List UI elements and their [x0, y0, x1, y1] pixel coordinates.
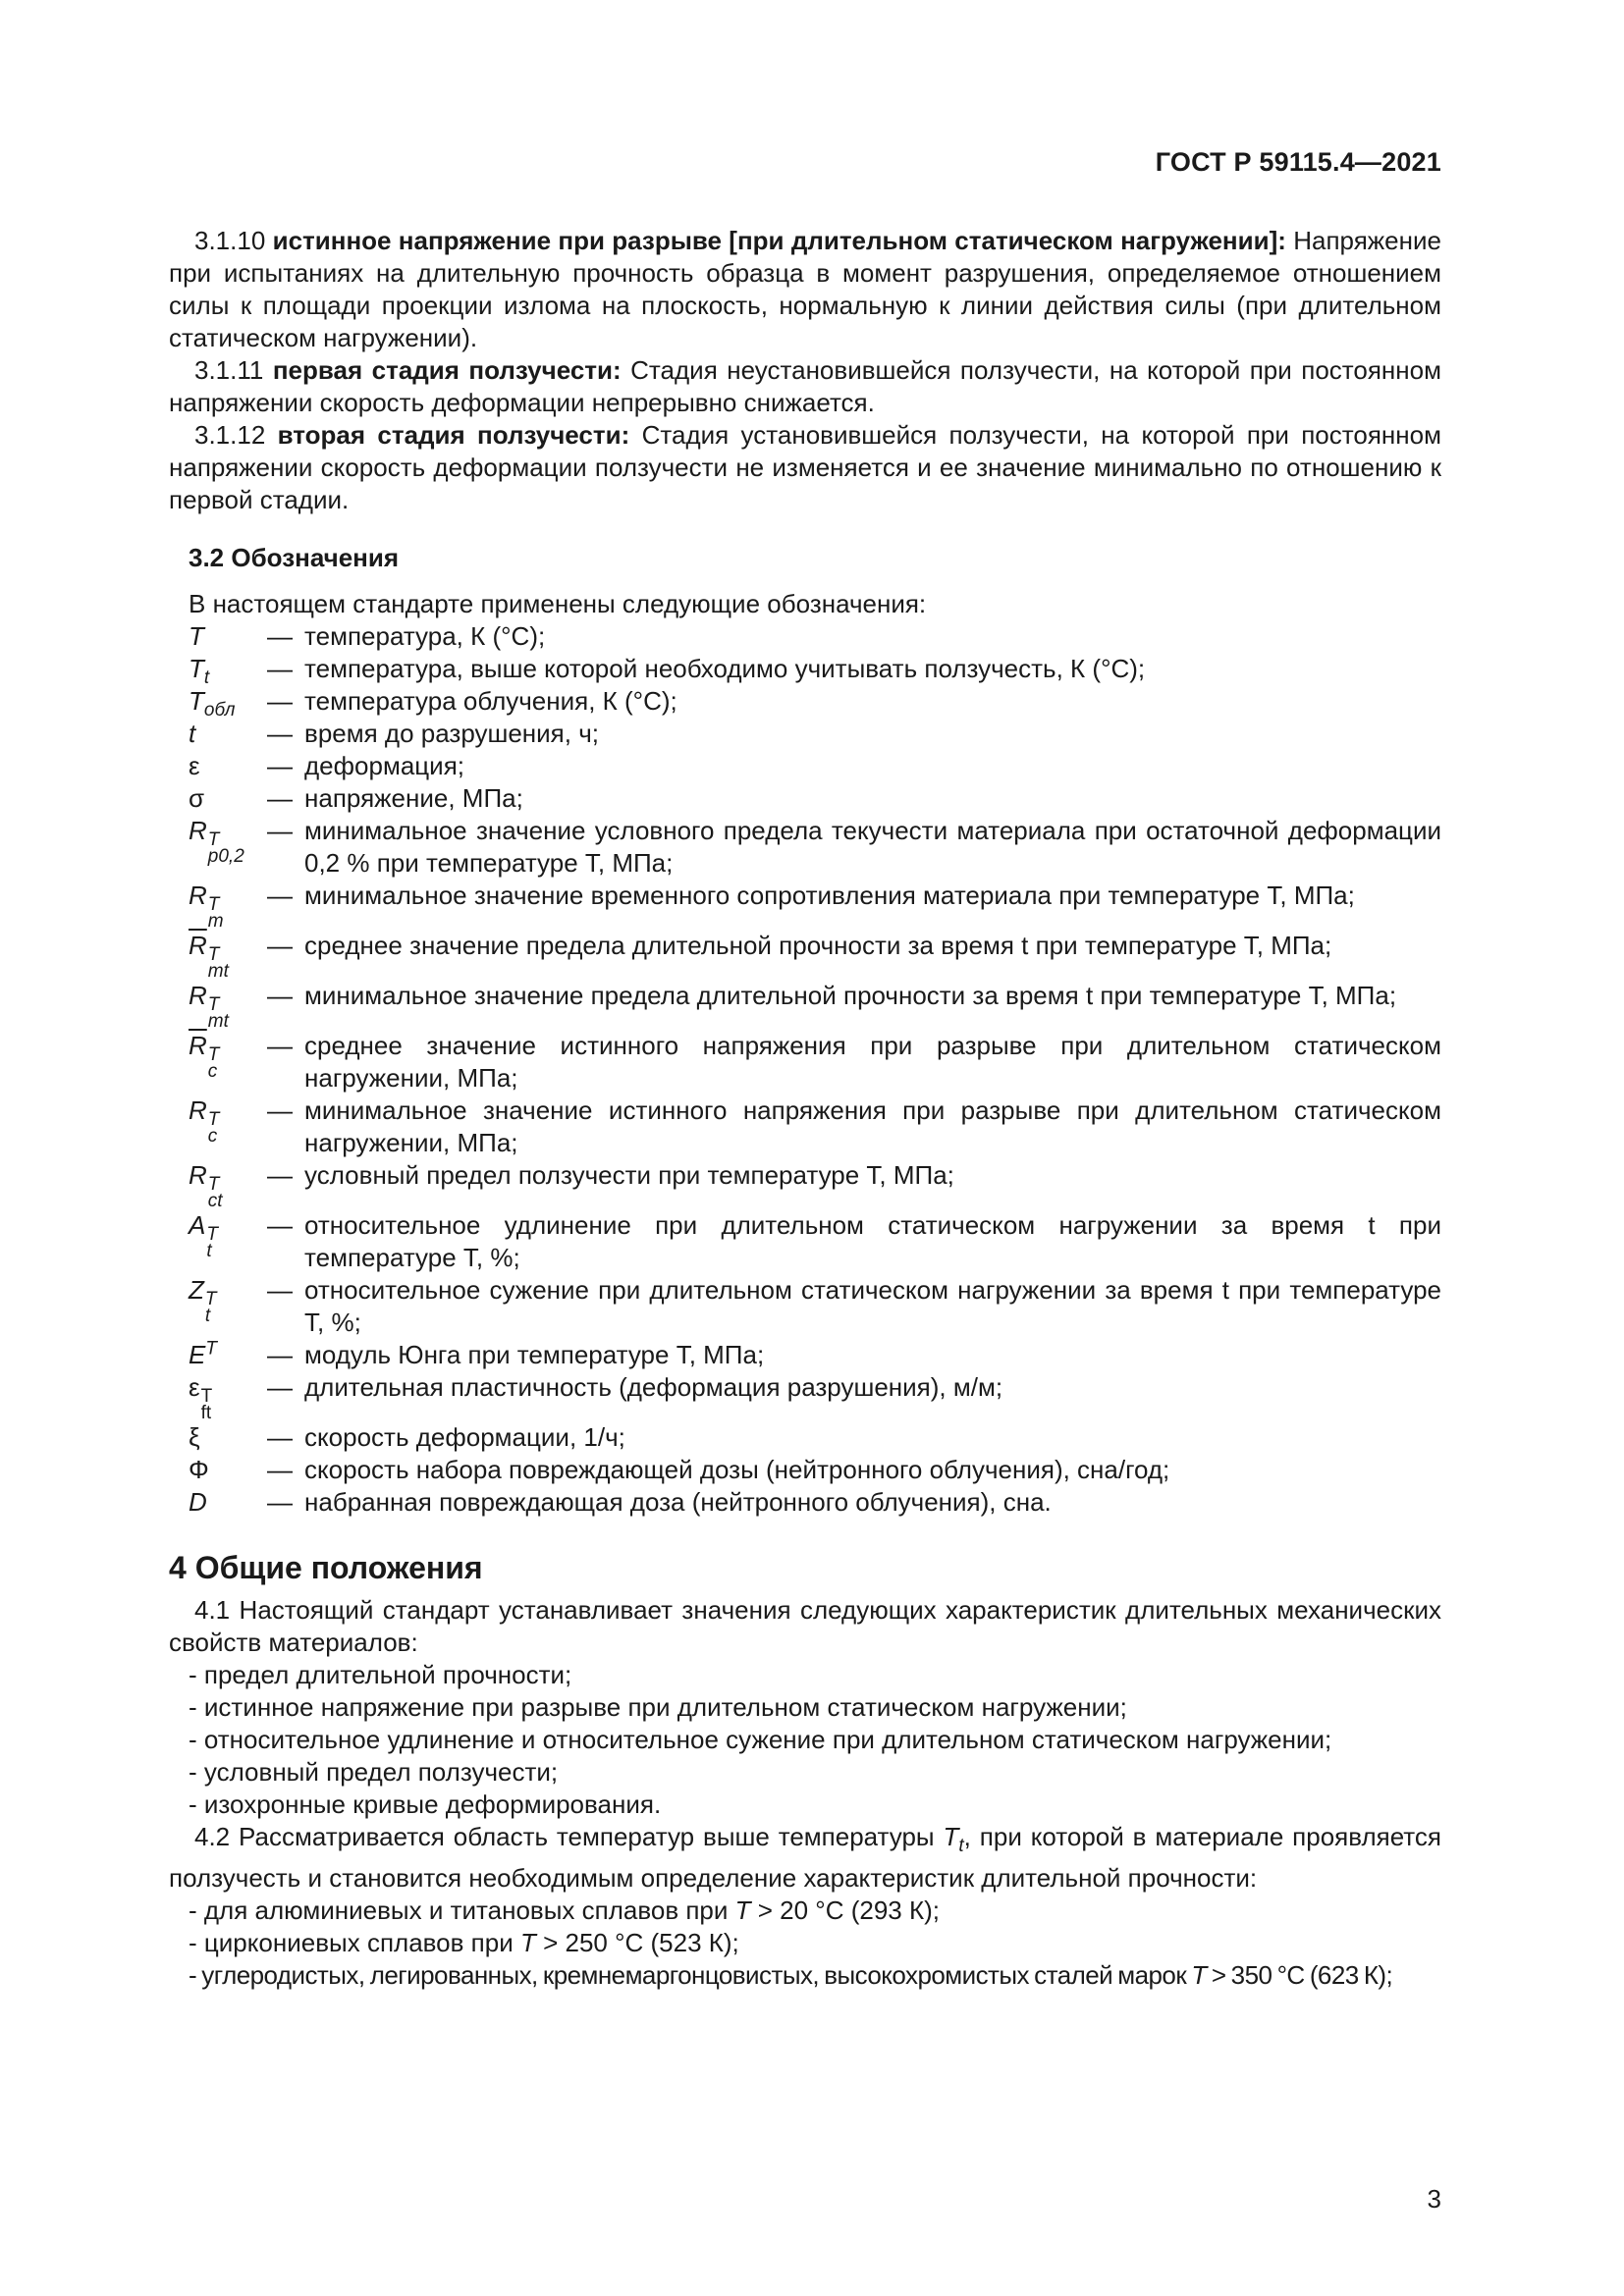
symbol-notation: Z T t — [189, 1275, 217, 1326]
symbol-description: минимальное значение временного сопротивления материала при температуре T, МПа; — [304, 881, 1355, 910]
symbol-notation: R T c — [189, 1095, 220, 1147]
em-dash: — — [267, 931, 293, 960]
term-definition: Стадия установившейся ползучести, на которой при постоянном напряжении скорость деформации ползучести не изменяется и ее значение минимально по отношению к первой стадии. — [169, 420, 1441, 514]
symbol-notation: t — [189, 719, 196, 748]
symbol-notation: ξ — [189, 1422, 200, 1452]
em-dash: — — [267, 881, 293, 910]
page-number: 3 — [1427, 2184, 1441, 2214]
symbol-description: модуль Юнга при температуре T, МПа; — [304, 1340, 765, 1369]
symbol-row — [169, 1209, 1441, 1274]
symbol-row — [169, 1095, 1441, 1159]
term-definition: Напряжение при испытаниях на длительную прочность образца в момент разрушения, определяемое отношением силы к площади проекции излома на плоскость, нормальную к линии действия силы (при длительном статическом нагружении). — [169, 226, 1441, 352]
list-item: - циркониевых сплавов при T > 250 °С (523 К); — [189, 1928, 739, 1958]
em-dash: — — [267, 783, 293, 813]
em-dash: — — [267, 1031, 293, 1060]
symbol-notation: $T_t$ — [189, 654, 210, 689]
symbol-description: длительная пластичность (деформация разрушения), м/м; — [304, 1372, 1003, 1402]
document-number-header: ГОСТ Р 59115.4—2021 — [1155, 147, 1441, 177]
symbol-row — [169, 782, 1441, 815]
symbol-description: условный предел ползучести при температуре T, МПа; — [304, 1160, 954, 1190]
list-item: - для алюминиевых и титановых сплавов при T > 20 °С (293 К); — [189, 1896, 940, 1926]
em-dash: — — [267, 621, 293, 651]
symbol-row — [169, 1030, 1441, 1095]
em-dash: — — [267, 816, 293, 845]
symbol-row — [169, 1454, 1441, 1486]
symbol-notation: $\overline{R}$ T c — [189, 1031, 220, 1082]
symbol-notation: $E^T$ — [189, 1338, 217, 1369]
symbol-row — [169, 1339, 1441, 1371]
symbol-description: набранная повреждающая доза (нейтронного облучения), сна. — [304, 1487, 1052, 1517]
symbol-description: время до разрушения, ч; — [304, 719, 599, 748]
symbol-row — [169, 1421, 1441, 1454]
symbol-description: температура, К (°С); — [304, 621, 546, 651]
em-dash: — — [267, 654, 293, 683]
symbol-description: напряжение, МПа; — [304, 783, 523, 813]
symbol-notation: σ — [189, 783, 205, 813]
symbol-notation: ε — [189, 751, 200, 780]
symbol-notation: $T_{обл}$ — [189, 686, 236, 721]
symbol-row — [169, 653, 1441, 689]
symbol-notation: R T mt — [189, 981, 229, 1032]
symbol-description: скорость набора повреждающей дозы (нейтронного облучения), сна/год; — [304, 1455, 1170, 1484]
em-dash: — — [267, 719, 293, 748]
term-title: вторая стадия ползучести: — [277, 420, 630, 450]
symbol-notation: R T ct — [189, 1160, 223, 1211]
symbol-row — [169, 685, 1441, 721]
em-dash: — — [267, 1275, 293, 1305]
symbol-description: среднее значение предела длительной прочности за время t при температуре T, МПа; — [304, 931, 1332, 960]
term-number: 3.1.11 — [194, 355, 264, 385]
symbol-notation: ε T ft — [189, 1372, 213, 1423]
symbol-description: среднее значение истинного напряжения при разрыве при длительном статическом нагружении, МПа; — [304, 1031, 1441, 1093]
term-number: 3.1.10 — [194, 226, 266, 255]
symbol-description: температура, выше которой необходимо учитывать ползучесть, К (°С); — [304, 654, 1146, 683]
list-item: - изохронные кривые деформирования. — [189, 1789, 662, 1819]
em-dash: — — [267, 686, 293, 716]
symbol-notation: R T p0,2 — [189, 816, 244, 867]
symbol-description: относительное удлинение при длительном статическом нагружении за время t при температуре T, %; — [304, 1210, 1441, 1272]
em-dash: — — [267, 1422, 293, 1452]
term-title: первая стадия ползучести: — [272, 355, 622, 385]
symbols-list — [169, 620, 1441, 1519]
list-item: - условный предел ползучести; — [189, 1757, 559, 1787]
symbol-notation: Φ — [189, 1455, 209, 1484]
symbol-row — [169, 750, 1441, 782]
term-3-1-12 — [169, 419, 1441, 516]
symbol-notation: T — [189, 621, 204, 651]
term-3-1-10 — [169, 225, 1441, 354]
em-dash: — — [267, 1487, 293, 1517]
symbol-description: температура облучения, К (°С); — [304, 686, 677, 716]
section-4-heading: 4 Общие положения — [169, 1550, 483, 1585]
symbols-intro: В настоящем стандарте применены следующие обозначения: — [189, 589, 927, 618]
symbol-notation: D — [189, 1487, 207, 1517]
symbol-row — [169, 1371, 1441, 1421]
paragraph-4-1: 4.1 Настоящий стандарт устанавливает значения следующих характеристик длительных механических свойств материалов: — [169, 1595, 1441, 1657]
symbol-description: скорость деформации, 1/ч; — [304, 1422, 625, 1452]
symbol-description: минимальное значение предела длительной прочности за время t при температуре T, МПа; — [304, 981, 1397, 1010]
term-title: истинное напряжение при разрыве [при длительном статическом нагружении]: — [272, 226, 1286, 255]
em-dash: — — [267, 981, 293, 1010]
list-item: - углеродистых, легированных, кремнемаргонцовистых, высокохромистых сталей марок T > 350 °С (623 К); — [189, 1960, 1393, 1991]
symbol-row — [169, 1274, 1441, 1339]
symbol-notation: R T m — [189, 881, 224, 932]
term-definition: Стадия неустановившейся ползучести, на которой при постоянном напряжении скорость деформации непрерывно снижается. — [169, 355, 1441, 417]
symbol-description: минимальное значение условного предела текучести материала при остаточной деформации 0,2 % при температуре T, МПа; — [304, 816, 1441, 878]
symbol-notation: A T t — [189, 1210, 218, 1261]
section-3-2-heading: 3.2 Обозначения — [189, 543, 400, 572]
symbol-description: минимальное значение истинного напряжения при разрыве при длительном статическом нагружении, МПа; — [304, 1095, 1441, 1157]
term-number: 3.1.12 — [194, 420, 266, 450]
symbol-description: деформация; — [304, 751, 464, 780]
symbol-row — [169, 880, 1441, 930]
symbol-notation: $\overline{R}$ T mt — [189, 931, 229, 982]
symbol-row — [169, 980, 1441, 1030]
list-item: - истинное напряжение при разрыве при длительном статическом нагружении; — [189, 1692, 1127, 1722]
temperature-symbol: T — [943, 1822, 959, 1851]
em-dash: — — [267, 1455, 293, 1484]
symbol-row — [169, 718, 1441, 750]
em-dash: — — [267, 1210, 293, 1240]
symbol-row — [169, 620, 1441, 653]
symbol-row — [169, 815, 1441, 880]
symbol-row — [169, 930, 1441, 980]
em-dash: — — [267, 1340, 293, 1369]
list-item: - относительное удлинение и относительное сужение при длительном статическом нагружении; — [189, 1725, 1332, 1754]
em-dash: — — [267, 1095, 293, 1125]
em-dash: — — [267, 1160, 293, 1190]
em-dash: — — [267, 1372, 293, 1402]
page-content — [169, 225, 1441, 1992]
symbol-row — [169, 1486, 1441, 1519]
term-3-1-11 — [169, 354, 1441, 419]
symbol-description: относительное сужение при длительном статическом нагружении за время t при температуре T, %; — [304, 1275, 1441, 1337]
em-dash: — — [267, 751, 293, 780]
symbol-row — [169, 1159, 1441, 1209]
paragraph-4-2: 4.2 Рассматривается область температур выше температуры $T_t$, при которой в материале проявляется ползучесть и становится необходимым определение характеристик длительной прочности: — [169, 1822, 1441, 1894]
list-item: - предел длительной прочности; — [189, 1660, 572, 1689]
